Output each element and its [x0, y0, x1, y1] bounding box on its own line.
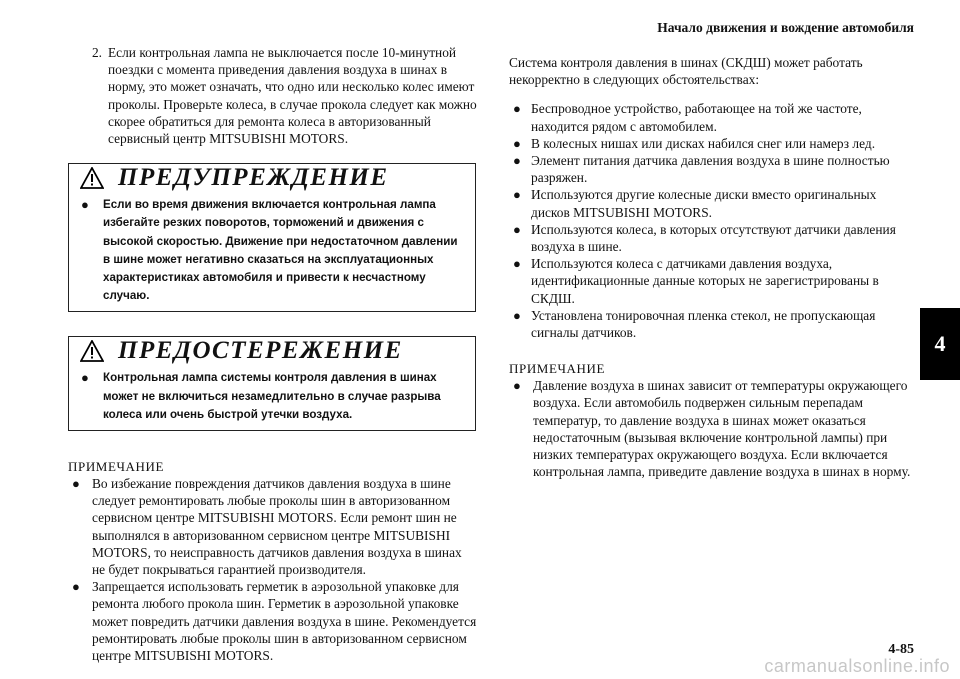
left-note-list — [68, 475, 478, 664]
caution-box — [68, 336, 476, 431]
bullet-icon: ● — [513, 307, 521, 323]
bullet-icon: ● — [513, 135, 521, 151]
note-label: ПРИМЕЧАНИЕ — [68, 459, 165, 475]
warning-bullet: ● Если во время движения включается контрольная лампа избегайте резких поворотов, торможений и движения с высокой скоростью. Движение при недостаточном давлении в шине может негативно сказаться на эксплуатационных характеристиках автомобиля и привести к несчастному случаю. — [81, 196, 465, 305]
bullet-icon: ● — [72, 476, 80, 492]
bullet-icon: ● — [513, 221, 521, 237]
warning-box — [68, 163, 476, 312]
left-column — [68, 44, 478, 664]
warning-triangle-icon — [80, 167, 104, 189]
list-item: ● Установлена тонировочная пленка стекол, не пропускающая сигналы датчиков. — [509, 307, 914, 341]
list-item: ● Используются другие колесные диски вместо оригинальных дисков MITSUBISHI MOTORS. — [509, 186, 914, 220]
warning-title: ПРЕДУПРЕЖДЕНИЕ — [118, 164, 389, 192]
bullet-icon: ● — [513, 256, 521, 272]
note-label: ПРИМЕЧАНИЕ — [509, 361, 606, 377]
item-text: Если контрольная лампа не выключается после 10-минутной поездки с момента приведения давления воздуха в шинах в норму, это может означать, что одно или несколько колес имеют проколы. Проверьте колеса, в случае прокола следует как можно скорее обратиться для ремонта колеса в авторизованный сервисный центр MITSUBISHI MOTORS. — [108, 45, 477, 147]
list-item: ● Давление воздуха в шинах зависит от температуры окружающего воздуха. Если автомобиль подвержен сильным перепадам температур, то давление воздуха в шинах может оказаться недостаточным (вызывая включение контрольной лампы) при низких температурах окружающего воздуха. Если включается контрольная лампа, приведите давление воздуха в шинах в норму. — [509, 377, 914, 480]
conditions-list — [509, 100, 914, 341]
numbered-item-2 — [68, 44, 478, 147]
caution-box-header — [69, 337, 475, 365]
warning-box-header — [69, 164, 475, 192]
list-item: ● Беспроводное устройство, работающее на той же частоте, находится рядом с автомобилем. — [509, 100, 914, 134]
right-note-list — [509, 377, 914, 480]
bullet-icon: ● — [513, 187, 521, 203]
list-item: ● Используются колеса с датчиками давления воздуха, идентификационные данные которых не зарегистрированы в СКДШ. — [509, 255, 914, 307]
right-intro: Система контроля давления в шинах (СКДШ) может работать некорректно в следующих обстоятельствах: — [509, 55, 863, 88]
list-item: ● В колесных нишах или дисках набился снег или намерз лед. — [509, 135, 914, 152]
item-number: 2. — [91, 45, 102, 60]
list-item: ● Элемент питания датчика давления воздуха в шине полностью разряжен. — [509, 152, 914, 186]
caution-bullet: ● Контрольная лампа системы контроля давления в шинах может не включиться незамедлительно в случае разрыва колеса или очень быстрой утечки воздуха. — [81, 369, 465, 424]
right-column — [509, 54, 914, 480]
page-number: 4-85 — [888, 642, 914, 657]
bullet-icon: ● — [72, 579, 80, 595]
caution-title: ПРЕДОСТЕРЕЖЕНИЕ — [118, 337, 403, 365]
list-item: ● Используются колеса, в которых отсутствуют датчики давления воздуха в шине. — [509, 221, 914, 255]
warning-triangle-icon — [80, 340, 104, 362]
chapter-tab: 4 — [920, 308, 960, 380]
bullet-icon: ● — [513, 378, 521, 394]
bullet-icon: ● — [513, 153, 521, 169]
watermark: carmanualsonline.info — [764, 656, 950, 676]
bullet-icon: ● — [513, 101, 521, 117]
bullet-icon: ● — [81, 370, 89, 386]
list-item: ● Запрещается использовать герметик в аэрозольной упаковке для ремонта любого прокола шин. Герметик в аэрозольной упаковке может повредить датчики давления воздуха в шине. Рекомендуется ремонтировать любые проколы шин в авторизованном сервисном центре MITSUBISHI MOTORS. — [68, 578, 478, 664]
section-header: Начало движения и вождение автомобиля — [657, 20, 914, 35]
bullet-icon: ● — [81, 197, 89, 213]
list-item: ● Во избежание повреждения датчиков давления воздуха в шине следует ремонтировать любые проколы шин в авторизованном сервисном центре MITSUBISHI MOTORS. Если ремонт шин не выполнялся в авторизованном сервисном центре MITSUBISHI MOTORS, то неисправность датчиков давления воздуха в шинах не будет покрываться гарантией производителя. — [68, 475, 478, 578]
